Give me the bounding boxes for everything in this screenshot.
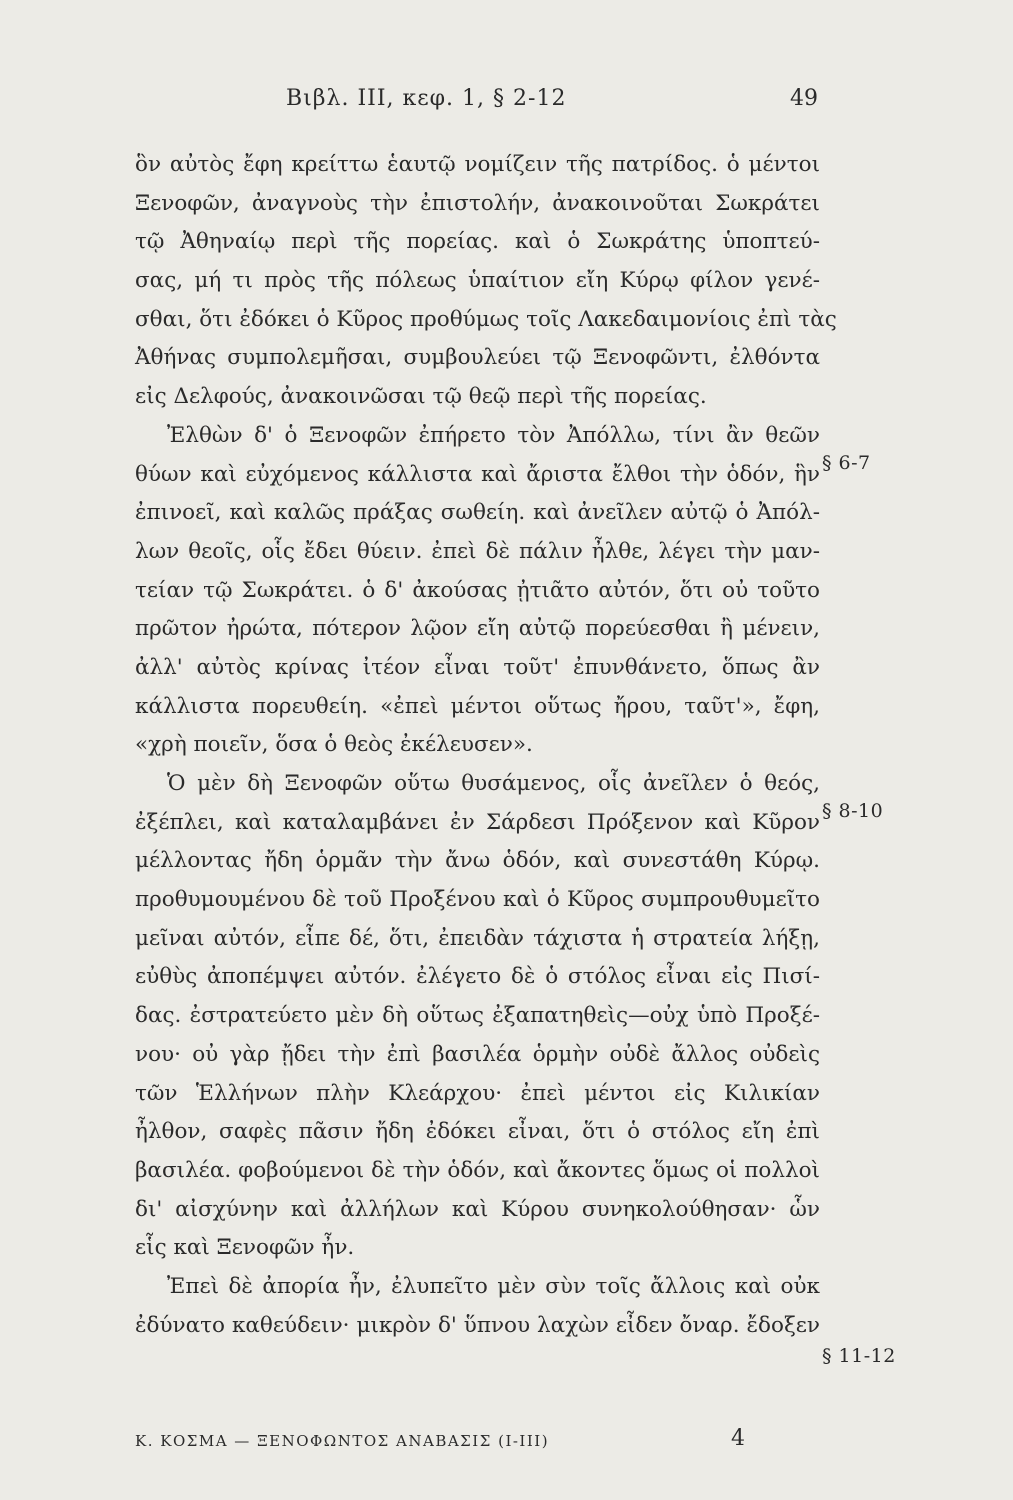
text-line: κάλλιστα πορευθείη. «ἐπεὶ μέντοι οὕτως ἤρου, ταῦτ'», ἔφη,: [135, 693, 820, 719]
text-line: μέλλοντας ἤδη ὁρμᾶν τὴν ἄνω ὁδόν, καὶ συνεστάθη Κύρῳ.: [135, 848, 820, 874]
text-line: ἐπινοεῖ, καὶ καλῶς πράξας σωθείη. καὶ ἀνεῖλεν αὐτῷ ὁ Ἀπόλ-: [135, 500, 820, 526]
text-line: ἦλθον, σαφὲς πᾶσιν ἤδη ἐδόκει εἶναι, ὅτι ὁ στόλος εἴη ἐπὶ: [135, 1119, 820, 1145]
page-number: 49: [790, 86, 818, 111]
text-line: Ἐπεὶ δὲ ἀπορία ἦν, ἐλυπεῖτο μὲν σὺν τοῖς ἄλλοις καὶ οὐκ: [167, 1273, 820, 1299]
text-line: ὃν αὐτὸς ἔφη κρείττω ἑαυτῷ νομίζειν τῆς πατρίδος. ὁ μέντοι: [135, 152, 820, 177]
text-line: προθυμουμένου δὲ τοῦ Προξένου καὶ ὁ Κῦρος συμπρουθυμεῖτο: [135, 887, 820, 913]
text-line: σας, μή τι πρὸς τῆς πόλεως ὑπαίτιον εἴη Κύρῳ φίλον γενέ-: [135, 268, 820, 294]
text-line: δας. ἐστρατεύετο μὲν δὴ οὕτως ἐξαπατηθεὶς—οὐχ ὑπὸ Προξέ-: [135, 1003, 820, 1029]
margin-section-note: § 8-10: [822, 800, 884, 822]
page-footer: [135, 1426, 820, 1451]
text-line: τείαν τῷ Σωκράτει. ὁ δ' ἀκούσας ᾐτιᾶτο αὐτόν, ὅτι οὐ τοῦτο: [135, 577, 820, 603]
text-line: τῶν Ἑλλήνων πλὴν Κλεάρχου· ἐπεὶ μέντοι εἰς Κιλικίαν: [135, 1080, 820, 1106]
text-line: πρῶτον ἠρώτα, πότερον λῷον εἴη αὐτῷ πορεύεσθαι ἢ μένειν,: [135, 616, 820, 642]
text-line: νου· οὐ γὰρ ᾔδει τὴν ἐπὶ βασιλέα ὁρμὴν οὐδὲ ἄλλος οὐδεὶς: [135, 1041, 820, 1067]
text-line: Ἐλθὼν δ' ὁ Ξενοφῶν ἐπήρετο τὸν Ἀπόλλω, τίνι ἂν θεῶν: [167, 422, 820, 448]
running-head: Βιβλ. ΙΙΙ, κεφ. 1, § 2-12: [286, 86, 567, 111]
text-line: Ἀθήνας συμπολεμῆσαι, συμβουλεύει τῷ Ξενοφῶντι, ἐλθόντα: [135, 345, 820, 371]
text-line: εἰς Δελφούς, ἀνακοινῶσαι τῷ θεῷ περὶ τῆς πορείας.: [135, 384, 707, 410]
margin-section-note: § 11-12: [822, 1345, 896, 1367]
signature-line: Κ. ΚΟΣΜΑ — ΞΕΝΟΦΩΝΤΟΣ ΑΝΑΒΑΣΙΣ (Ι-ΙΙΙ): [135, 1432, 550, 1450]
text-line: εὐθὺς ἀποπέμψει αὐτόν. ἐλέγετο δὲ ὁ στόλος εἶναι εἰς Πισί-: [135, 964, 820, 990]
text-line: δι' αἰσχύνην καὶ ἀλλήλων καὶ Κύρου συνηκολούθησαν· ὧν: [135, 1196, 820, 1222]
text-line: θύων καὶ εὐχόμενος κάλλιστα καὶ ἄριστα ἔλθοι τὴν ὁδόν, ἣν: [135, 461, 820, 487]
text-line: εἷς καὶ Ξενοφῶν ἦν.: [135, 1235, 355, 1261]
text-line: λων θεοῖς, οἷς ἔδει θύειν. ἐπεὶ δὲ πάλιν ἦλθε, λέγει τὴν μαν-: [135, 538, 820, 564]
margin-section-note: § 6-7: [822, 452, 871, 474]
text-line: Ξενοφῶν, ἀναγνοὺς τὴν ἐπιστολήν, ἀνακοινοῦται Σωκράτει: [135, 190, 820, 216]
text-line: τῷ Ἀθηναίῳ περὶ τῆς πορείας. καὶ ὁ Σωκράτης ὑποπτεύ-: [135, 229, 820, 255]
text-line: βασιλέα. φοβούμενοι δὲ τὴν ὁδόν, καὶ ἄκοντες ὅμως οἱ πολλοὶ: [135, 1157, 820, 1183]
text-line: «χρὴ ποιεῖν, ὅσα ὁ θεὸς ἐκέλευσεν».: [135, 732, 533, 758]
text-line: ἀλλ' αὐτὸς κρίνας ἰτέον εἶναι τοῦτ' ἐπυνθάνετο, ὅπως ἂν: [135, 654, 820, 680]
text-line: Ὁ μὲν δὴ Ξενοφῶν οὕτω θυσάμενος, οἷς ἀνεῖλεν ὁ θεός,: [167, 771, 820, 796]
signature-mark: 4: [731, 1426, 747, 1451]
body-text: [135, 146, 837, 1345]
text-line: μεῖναι αὐτόν, εἶπε δέ, ὅτι, ἐπειδὰν τάχιστα ἡ στρατεία λήξῃ,: [135, 925, 820, 951]
text-line: σθαι, ὅτι ἐδόκει ὁ Κῦρος προθύμως τοῖς Λακεδαιμονίοις ἐπὶ τὰς: [135, 306, 837, 332]
text-line: ἐδύνατο καθεύδειν· μικρὸν δ' ὕπνου λαχὼν εἶδεν ὄναρ. ἔδοξεν: [135, 1312, 820, 1338]
text-line: ἐξέπλει, καὶ καταλαμβάνει ἐν Σάρδεσι Πρόξενον καὶ Κῦρον: [135, 809, 820, 835]
